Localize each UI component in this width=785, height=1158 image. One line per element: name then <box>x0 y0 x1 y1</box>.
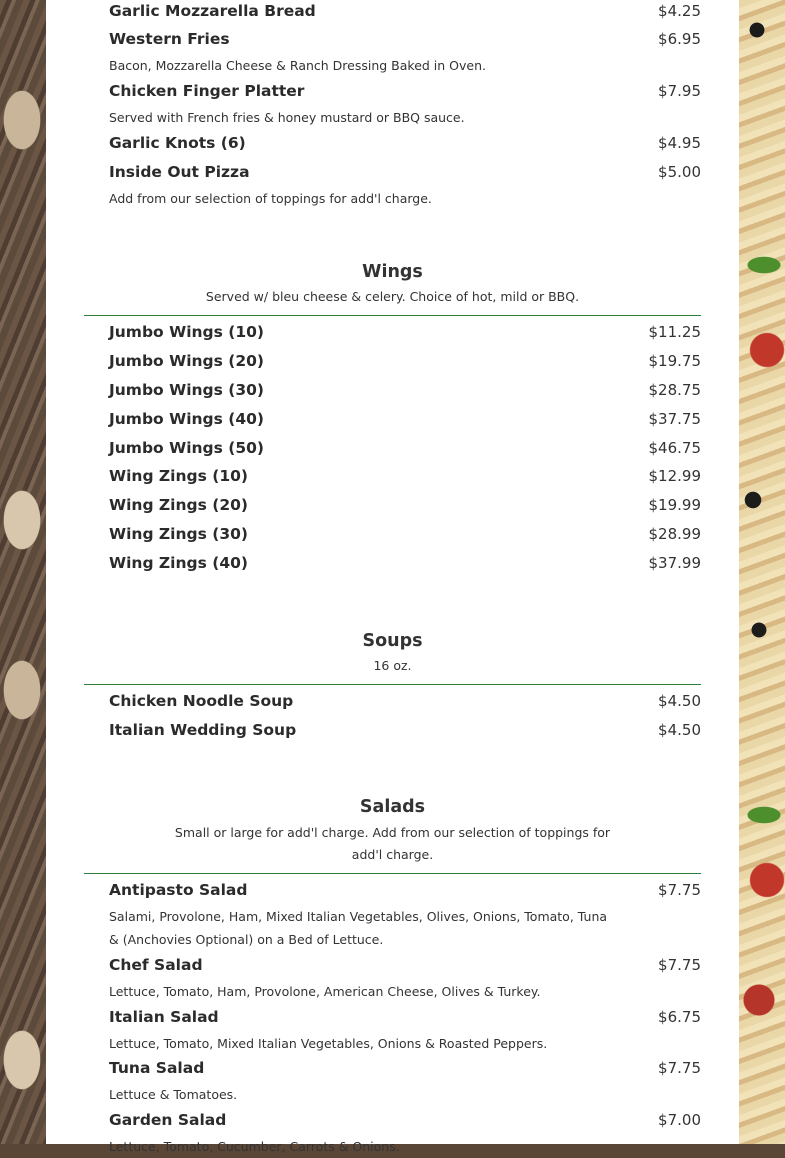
item-price: $6.75 <box>658 1008 701 1026</box>
item-name: Chef Salad <box>109 956 203 974</box>
item-description: Served with French fries & honey mustard or BBQ sauce. <box>109 110 465 125</box>
item-name: Antipasto Salad <box>109 881 248 899</box>
item-price: $4.50 <box>658 692 701 710</box>
item-price: $46.75 <box>648 439 701 457</box>
item-price: $19.99 <box>648 496 701 514</box>
item-name: Wing Zings (30) <box>109 525 248 543</box>
item-name: Chicken Finger Platter <box>109 82 305 100</box>
item-description: Add from our selection of toppings for add'l charge. <box>109 191 432 206</box>
item-price: $7.95 <box>658 82 701 100</box>
item-description: Bacon, Mozzarella Cheese & Ranch Dressing Baked in Oven. <box>109 58 486 73</box>
item-price: $28.75 <box>648 381 701 399</box>
item-name: Jumbo Wings (50) <box>109 439 264 457</box>
item-name: Wing Zings (20) <box>109 496 248 514</box>
item-name: Italian Salad <box>109 1008 219 1026</box>
section-subtitle-soups: 16 oz. <box>373 658 412 673</box>
item-price: $4.25 <box>658 2 701 20</box>
pizza-background <box>739 0 785 1144</box>
menu-panel <box>46 0 739 1154</box>
item-price: $4.50 <box>658 721 701 739</box>
item-name: Jumbo Wings (40) <box>109 410 264 428</box>
item-name: Jumbo Wings (30) <box>109 381 264 399</box>
item-name: Garden Salad <box>109 1111 227 1129</box>
item-price: $7.00 <box>658 1111 701 1129</box>
item-description: Salami, Provolone, Ham, Mixed Italian Vegetables, Olives, Onions, Tomato, Tuna & (Anchovies Optional) on a Bed of Lettuce. <box>109 909 608 947</box>
item-price: $7.75 <box>658 881 701 899</box>
item-name: Inside Out Pizza <box>109 163 250 181</box>
section-title-wings: Wings <box>362 262 423 282</box>
section-divider <box>84 684 701 685</box>
item-price: $7.75 <box>658 1059 701 1077</box>
item-price: $37.75 <box>648 410 701 428</box>
item-price: $6.95 <box>658 30 701 48</box>
section-title-salads: Salads <box>359 797 426 817</box>
item-name: Garlic Knots (6) <box>109 134 246 152</box>
section-divider <box>84 315 701 316</box>
item-price: $19.75 <box>648 352 701 370</box>
section-subtitle-wings: Served w/ bleu cheese & celery. Choice of hot, mild or BBQ. <box>205 289 580 304</box>
item-name: Italian Wedding Soup <box>109 721 297 739</box>
item-price: $5.00 <box>658 163 701 181</box>
section-divider <box>84 873 701 874</box>
item-name: Western Fries <box>109 30 230 48</box>
item-name: Tuna Salad <box>109 1059 205 1077</box>
item-price: $7.75 <box>658 956 701 974</box>
item-name: Garlic Mozzarella Bread <box>109 2 316 20</box>
item-description: Lettuce, Tomato, Mixed Italian Vegetables, Onions & Roasted Peppers. <box>109 1036 548 1051</box>
item-name: Jumbo Wings (10) <box>109 323 264 341</box>
item-price: $28.99 <box>648 525 701 543</box>
item-price: $12.99 <box>648 467 701 485</box>
section-title-soups: Soups <box>362 631 423 651</box>
mushroom-wood-background <box>0 0 46 1144</box>
item-description: Lettuce, Tomato, Cucumber, Carrots & Onions. <box>109 1139 400 1154</box>
item-name: Wing Zings (10) <box>109 467 248 485</box>
item-name: Wing Zings (40) <box>109 554 248 572</box>
item-name: Chicken Noodle Soup <box>109 692 294 710</box>
item-price: $4.95 <box>658 134 701 152</box>
item-price: $37.99 <box>648 554 701 572</box>
item-price: $11.25 <box>648 323 701 341</box>
item-description: Lettuce & Tomatoes. <box>109 1087 238 1102</box>
section-subtitle-salads: Small or large for add'l charge. Add from our selection of toppings for add'l charge. <box>174 825 611 862</box>
item-description: Lettuce, Tomato, Ham, Provolone, American Cheese, Olives & Turkey. <box>109 984 541 999</box>
item-name: Jumbo Wings (20) <box>109 352 264 370</box>
